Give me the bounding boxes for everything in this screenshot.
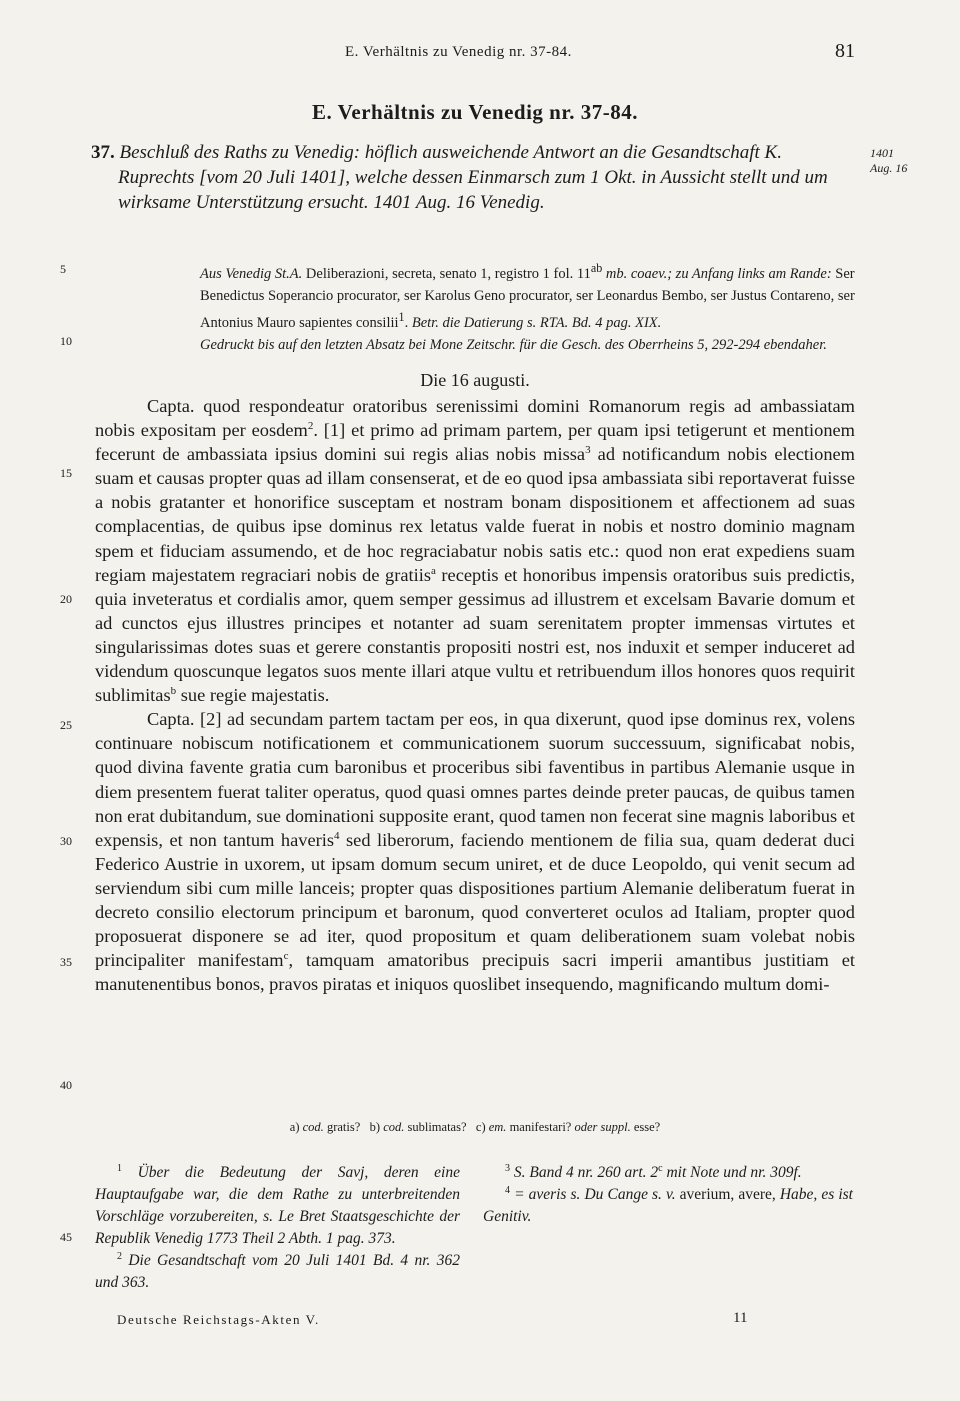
paragraph-2 xyxy=(95,707,855,996)
variant-label: a) xyxy=(289,1120,300,1134)
footnote-superscript: c xyxy=(658,1162,663,1174)
variant-text: gratis? xyxy=(326,1120,361,1134)
section-title: E. Verhältnis zu Venedig nr. 37-84. xyxy=(312,100,638,124)
footnote-text: S. Band 4 nr. 260 art. 2 xyxy=(513,1164,659,1181)
footnote-ref: 4 xyxy=(334,829,340,842)
footnote-1 xyxy=(95,1162,460,1250)
source-archive-text: Deliberazioni, secreta, senato 1, registro 1 fol. 11 xyxy=(305,265,591,282)
text-run: Capta. quod respondeatur oratoribus serenissimi domini Romanorum regis ad ambassiatam nobis expositam per eosdem xyxy=(95,396,855,441)
footnote-number: 3 xyxy=(505,1162,510,1174)
margin-date-year: 1401 xyxy=(870,146,894,160)
footnote-4 xyxy=(483,1184,853,1228)
footnote-text: = averis s. Du Cange s. v. xyxy=(514,1186,676,1203)
document-number: 37. xyxy=(91,142,115,163)
source-mb: mb. coaev.; zu Anfang links am Rande: xyxy=(605,265,832,282)
source-note: Aus Venedig St.A. Deliberazioni, secreta, senato 1, registro 1 fol. $11^{ab}$ mb. coaev.; zu Anfang links am Rande: Ser Benedictus Soperancio procurator, ser Karolus Geno procurator, ser Leonardus Bembo, ser Justus Contareno, ser Antonius Mauro sapientes consilii$^1$. Betr. die Datierung s. RTA. Bd. 4 pag. XIX. Gedruckt bis auf den letzten Absatz bei Mone Zeitschr. für die Gesch. des Oberrheins 5, 292-294 ebendaher. xyxy=(200,261,855,354)
variant-ref: c xyxy=(283,950,289,963)
footnote-ref: 2 xyxy=(307,419,314,432)
regest-text: Beschluß des Raths zu Venedig: höflich ausweichende Antwort an die Gesandtschaft K. Ruprechts [vom 20 Juli 1401], welche dessen Einmarsch zum 1 Okt. in Aussicht stellt und um wirksame Unterstützung ersucht. 1401 Aug. 16 Venedig. xyxy=(118,142,828,213)
line-number: 5 xyxy=(60,262,66,276)
variant-italic: cod. xyxy=(383,1120,405,1134)
text-run: ad notificandum nobis electionem suam et causas propter quas ad illam consenserat, et de eo quod ipsa ambassiata sibi reportaverat fuisse a nobis gratanter et honorifice susceptam et nostram bonam dispositionem et affectionem ad suas complacentias, de quibus ipse dominus rex letatus valde fuerat in nobis et nostro dominio magnam spem et fiduciam assumendo, et de hoc regraciabatur nobis satis etc.: quod non erat expediens suam regiam majestatem regraciari nobis de gratiis xyxy=(95,444,855,585)
line-number: 10 xyxy=(60,334,72,348)
variant-italic: cod. xyxy=(302,1120,324,1134)
footnote-text: averium, avere, xyxy=(675,1186,780,1203)
variant-italic: oder suppl. xyxy=(574,1120,631,1134)
footnote-text: Über die Bedeutung der Savj, deren eine Hauptaufgabe war, die dem Rathe zu unterbreitenden Vorschläge vorzubereiten, s. Le Bret Staatsgeschichte der Republik Venedig 1773 Theil 2 Abth. 1 pag. 373. xyxy=(95,1164,460,1247)
footnotes-right xyxy=(483,1162,853,1228)
source-printed: Gedruckt bis auf den letzten Absatz bei Mone Zeitschr. für die Gesch. des Oberrheins 5, 292-294 ebendaher. xyxy=(200,337,827,354)
footnote-text: Die Gesandtschaft vom 20 Juli 1401 Bd. 4 nr. 362 und 363. xyxy=(95,1252,461,1291)
footer-sheet-number: 11 xyxy=(733,1310,748,1326)
paragraph-1 xyxy=(95,394,855,707)
footnote-3 xyxy=(483,1162,853,1184)
line-number: 30 xyxy=(60,834,72,848)
variant-italic: em. xyxy=(488,1120,507,1134)
text-run: Capta. [2] ad secundam partem tactam per eos, in qua dixerunt, quod ipse dominus rex, volens continuare nobiscum notificationem et communicationem suorum successuum, significabat nobis, quod divina favente gratia cum baronibus et proceribus sibi faventibus in partibus Alemanie usque in diem presentem fuerat taliter operatus, quod quasi omnes partes deinde preter paucas, de quibus tamen non erat dubitandum, sue dominationi supposite erant, quod tamen non fecerat sine magnis laboribus et expensis, et non tantum haveris xyxy=(95,709,855,850)
footnote-ref-1: 1 xyxy=(398,310,405,325)
variant-ref: a xyxy=(431,564,436,577)
margin-date xyxy=(870,146,930,176)
text-run: sed liberorum, faciendo mentionem de filia sua, quam dederat duci Federico Austrie in uxorem, ut ipsam domum secum uniret, et de duce Leopoldo, qui venit secum ad serviendum sibi cum mille lanceis; propter quas dispositiones partium Alemanie deliberatum fuerat in decreto consilio electorum principum et baronum, quod converteret oculos ad Italiam, propter quod proposuerat disponere se ad iter, quod propositum et quam deliberationem suam volebat nobis principaliter manifestam xyxy=(95,829,855,971)
source-margin-text: Ser Benedictus Soperancio procurator, ser Karolus Geno procurator, ser Leonardus Bembo, ser Justus Contareno, ser Antonius Mauro sapientes consilii xyxy=(200,265,855,332)
line-number: 25 xyxy=(60,718,72,732)
text-run: sue regie majestatis. xyxy=(176,685,330,706)
footnote-ref: 3 xyxy=(585,444,591,457)
margin-date-day: Aug. 16 xyxy=(870,161,908,175)
source-archive: Aus Venedig St.A. xyxy=(200,265,303,282)
source-dating: Betr. die Datierung s. RTA. Bd. 4 pag. XIX. xyxy=(411,315,662,332)
page-number: 81 xyxy=(835,40,855,62)
footnote-text: Habe, es ist Genitiv. xyxy=(483,1186,853,1225)
running-head xyxy=(95,40,855,68)
footer-signature: Deutsche Reichstags-Akten V. xyxy=(117,1312,320,1327)
footnote-number: 1 xyxy=(117,1162,122,1174)
folio-superscript: ab xyxy=(590,261,603,275)
text-run: receptis et honoribus impensis oratoribus suis predictis, quia inveteratus et cordialis amor, quem semper gessimus ad illustrem et excelsam Bavarie domum et ad cunctos ejus illustres principes et notanter ad suam serenitatem propter immensas virtutes et singularissimas dotes suas et gerere constantis propositi nostri est, nos induxit et semper induceret ad videndum quoscunque legatos suos mente illari atque vultu et retribuendum illos honores quos requirit sublimitas xyxy=(95,564,856,706)
variant-text: esse? xyxy=(633,1120,661,1134)
main-text xyxy=(95,394,855,996)
variant-label: b) xyxy=(369,1120,381,1134)
running-head-title: E. Verhältnis zu Venedig nr. 37-84. xyxy=(345,44,572,60)
text-run: . [1] et primo ad primam partem, per quam ipsi tetigerunt et mentionem fecerunt de ambassiata ipsius domini sui regis alias nobis missa xyxy=(95,420,855,465)
footnote-number: 4 xyxy=(505,1184,510,1196)
variant-label: c) xyxy=(475,1120,486,1134)
variant-text: manifestari? xyxy=(509,1120,572,1134)
variant-notes xyxy=(95,1120,855,1135)
line-number: 35 xyxy=(60,955,72,969)
line-number: 40 xyxy=(60,1078,72,1092)
text-run: , tamquam amatoribus precipuis sacri imperii amantibus justitiam et manutenentibus bonos, pravos piratas et iniquos quoslibet insequendo, magnificando multum domi- xyxy=(95,950,855,995)
footnote-number: 2 xyxy=(117,1250,122,1262)
footnotes-left xyxy=(95,1162,460,1294)
line-number: 20 xyxy=(60,592,72,606)
footnote-text: mit Note und nr. 309f. xyxy=(662,1164,802,1181)
variant-ref: b xyxy=(170,685,177,697)
line-number: 15 xyxy=(60,466,72,480)
footnote-2 xyxy=(95,1250,460,1294)
document-regest xyxy=(91,140,858,215)
variant-text: sublimatas? xyxy=(407,1120,467,1134)
date-heading: Die 16 augusti. xyxy=(420,370,530,390)
line-number: 45 xyxy=(60,1230,72,1244)
